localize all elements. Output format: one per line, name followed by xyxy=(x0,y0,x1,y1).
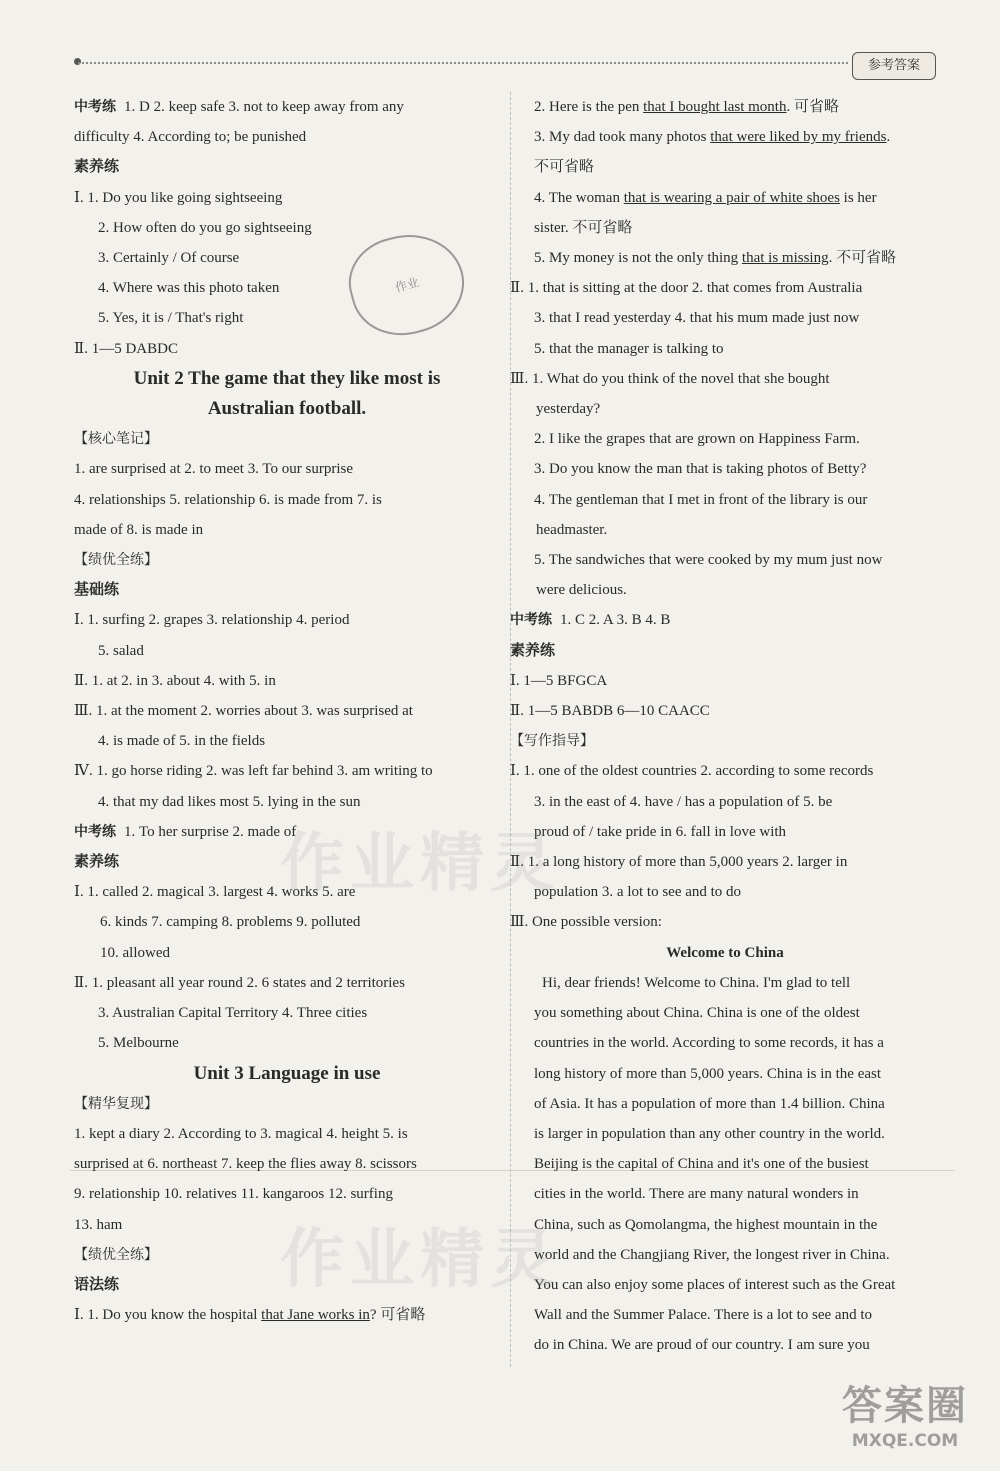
answer-line xyxy=(510,454,940,484)
underlined-clause: that I bought last month xyxy=(643,99,787,115)
line-text: Ⅰ. 1. one of the oldest countries 2. according to some records xyxy=(510,763,874,780)
line-text: . xyxy=(886,129,891,146)
line-text: 6. kinds 7. camping 8. problems 9. polluted xyxy=(100,914,361,931)
line-text: 5. that the manager is talking to xyxy=(534,340,724,357)
answer-line xyxy=(74,605,500,635)
answer-line xyxy=(74,92,500,122)
answer-line xyxy=(74,1028,500,1058)
answer-line xyxy=(510,183,940,213)
brand-watermark xyxy=(820,1382,990,1462)
section-label: 中考练 xyxy=(74,823,116,840)
answer-line xyxy=(510,364,940,394)
answer-line xyxy=(510,1059,940,1089)
line-text: Ⅲ. One possible version: xyxy=(510,914,662,931)
line-text: 1. kept a diary 2. According to 3. magical 4. height 5. is xyxy=(74,1125,408,1142)
answer-line xyxy=(74,1149,500,1179)
answer-line xyxy=(74,545,500,575)
answer-line xyxy=(510,1028,940,1058)
answer-line xyxy=(510,515,940,545)
line-text: 【绩优全练】 xyxy=(74,1246,158,1263)
line-text: long history of more than 5,000 years. China is in the east xyxy=(534,1065,882,1082)
answer-line xyxy=(74,696,500,726)
line-text: world and the Changjiang River, the longest river in China. xyxy=(534,1246,890,1263)
line-text: Ⅳ. 1. go horse riding 2. was left far behind 3. am writing to xyxy=(74,763,433,780)
line-text: Unit 2 The game that they like most is xyxy=(133,367,441,389)
answer-line xyxy=(510,968,940,998)
line-text: Ⅰ. 1. called 2. magical 3. largest 4. works 5. are xyxy=(74,884,356,901)
line-text: cities in the world. There are many natural wonders in xyxy=(534,1186,859,1203)
answer-line xyxy=(510,907,940,937)
line-text: Ⅱ. 1. that is sitting at the door 2. that comes from Australia xyxy=(510,280,863,297)
line-text: of Asia. It has a population of more than 1.4 billion. China xyxy=(534,1095,885,1112)
answer-line xyxy=(74,334,500,364)
answer-line xyxy=(74,1119,500,1149)
line-text: headmaster. xyxy=(536,521,608,538)
answer-line xyxy=(510,213,940,243)
line-text: Ⅱ. 1. at 2. in 3. about 4. with 5. in xyxy=(74,672,276,689)
answer-line xyxy=(74,938,500,968)
line-text: 素养练 xyxy=(74,854,120,871)
answer-line xyxy=(510,877,940,907)
line-text: is larger in population than any other country in the world. xyxy=(534,1125,885,1142)
answer-line xyxy=(510,1089,940,1119)
right-column xyxy=(510,92,940,1361)
answer-line xyxy=(74,183,500,213)
line-text: Ⅲ. 1. at the moment 2. worries about 3. was surprised at xyxy=(74,703,413,720)
line-text: 基础练 xyxy=(74,582,120,599)
answer-line xyxy=(74,998,500,1028)
line-text: 10. allowed xyxy=(100,944,170,961)
line-text: Beijing is the capital of China and it's one of the busiest xyxy=(534,1156,869,1173)
line-text: 3. My dad took many photos xyxy=(534,129,711,146)
line-text: yesterday? xyxy=(536,401,601,418)
answer-line xyxy=(510,152,940,182)
line-text: 3. in the east of 4. have / has a population of 5. be xyxy=(534,793,833,810)
answer-line xyxy=(510,726,940,756)
answer-line xyxy=(510,394,940,424)
line-text: 9. relationship 10. relatives 11. kangaroos 12. surfing xyxy=(74,1186,393,1203)
underlined-clause: that is missing xyxy=(741,250,829,267)
answer-line xyxy=(74,666,500,696)
line-text: Ⅲ. 1. What do you think of the novel that she bought xyxy=(510,370,830,387)
line-text: 5. Melbourne xyxy=(98,1035,179,1052)
line-text: 13. ham xyxy=(74,1216,123,1233)
line-text: 4. The gentleman that I met in front of the library is our xyxy=(534,491,868,508)
watermark: 作业精灵 xyxy=(280,1223,560,1297)
answer-line xyxy=(74,515,500,545)
section-label: 中考练 xyxy=(74,99,116,115)
line-text: . 不可省略 xyxy=(828,250,897,267)
line-text: difficulty 4. According to; be punished xyxy=(74,129,307,146)
line-text: Hi, dear friends! Welcome to China. I'm glad to tell xyxy=(542,974,851,991)
answer-line xyxy=(74,1059,500,1089)
answer-line xyxy=(510,1119,940,1149)
line-text: were delicious. xyxy=(536,582,627,599)
answer-line xyxy=(74,394,500,424)
answer-line xyxy=(510,92,940,122)
line-text: 【精华复现】 xyxy=(74,1095,158,1112)
answer-line xyxy=(74,1179,500,1209)
line-text: Ⅱ. 1—5 BABDB 6—10 CAACC xyxy=(510,703,710,720)
answer-line xyxy=(510,938,940,968)
answer-line xyxy=(74,213,500,243)
answer-line xyxy=(74,575,500,605)
answer-line xyxy=(74,122,500,152)
line-text: You can also enjoy some places of interest such as the Great xyxy=(534,1276,896,1293)
line-text: 4. Where was this photo taken xyxy=(98,280,280,297)
line-text: countries in the world. According to some records, it has a xyxy=(534,1035,884,1052)
stamp-label: 作业 xyxy=(393,275,421,295)
answer-line xyxy=(510,1270,940,1300)
answer-line xyxy=(74,364,500,394)
header-rule xyxy=(78,62,848,64)
answer-line xyxy=(510,817,940,847)
line-text: Wall and the Summer Palace. There is a lot to see and to xyxy=(534,1307,872,1324)
answer-line xyxy=(74,1300,500,1330)
line-text: Ⅰ. 1. Do you know the hospital xyxy=(74,1307,262,1324)
answer-line xyxy=(510,998,940,1028)
answer-line xyxy=(510,1179,940,1209)
answer-line xyxy=(510,545,940,575)
watermark: 作业精灵 xyxy=(280,827,560,901)
line-text: made of 8. is made in xyxy=(74,521,204,538)
line-text: 3. Certainly / Of course xyxy=(98,250,240,267)
answer-line xyxy=(74,424,500,454)
answer-line xyxy=(510,485,940,515)
line-text: Welcome to China xyxy=(666,944,784,961)
line-text: 3. Australian Capital Territory 4. Three cities xyxy=(98,1005,368,1022)
line-text: Ⅰ. 1—5 BFGCA xyxy=(510,672,608,689)
answer-line xyxy=(74,454,500,484)
line-text: 不可省略 xyxy=(534,159,595,176)
line-text: 【核心笔记】 xyxy=(74,431,158,448)
line-text: 【绩优全练】 xyxy=(74,552,158,569)
line-text: 4. The woman xyxy=(534,189,624,206)
line-text: 2. How often do you go sightseeing xyxy=(98,219,312,236)
line-text: . 可省略 xyxy=(786,99,839,115)
line-text: 4. relationships 5. relationship 6. is made from 7. is xyxy=(74,491,382,508)
brand-url: MXQE.COM xyxy=(851,1431,959,1451)
line-text: ? 可省略 xyxy=(369,1307,426,1324)
line-text: 2. Here is the pen xyxy=(534,99,644,115)
line-text: 2. I like the grapes that are grown on Happiness Farm. xyxy=(534,431,860,448)
answer-line xyxy=(74,756,500,786)
answer-line xyxy=(74,968,500,998)
answer-line xyxy=(510,666,940,696)
underlined-clause: that is wearing a pair of white shoes xyxy=(623,189,840,206)
line-text: 5. The sandwiches that were cooked by my mum just now xyxy=(534,552,883,569)
answer-line xyxy=(74,636,500,666)
line-text: Australian football. xyxy=(207,398,367,420)
line-text: Unit 3 Language in use xyxy=(193,1062,381,1084)
line-text: Ⅱ. 1. pleasant all year round 2. 6 states and 2 territories xyxy=(74,974,405,991)
answer-line xyxy=(510,1210,940,1240)
line-text: China, such as Qomolangma, the highest mountain in the xyxy=(534,1216,878,1233)
line-text: Ⅰ. 1. surfing 2. grapes 3. relationship 4. period xyxy=(74,612,350,629)
line-text: 1. To her surprise 2. made of xyxy=(124,823,297,840)
line-text: Ⅰ. 1. Do you like going sightseeing xyxy=(74,189,283,206)
answer-line xyxy=(510,1240,940,1270)
answer-line xyxy=(74,726,500,756)
answer-tag: 参考答案 xyxy=(852,52,936,80)
line-text: Ⅱ. 1. a long history of more than 5,000 years 2. larger in xyxy=(510,854,848,871)
line-text: 5. My money is not the only thing xyxy=(534,250,742,267)
answer-line xyxy=(510,1149,940,1179)
line-text: 1. D 2. keep safe 3. not to keep away from any xyxy=(124,99,404,115)
line-text: proud of / take pride in 6. fall in love with xyxy=(534,823,787,840)
answer-line xyxy=(74,1089,500,1119)
answer-line xyxy=(510,1330,940,1360)
line-text: 素养练 xyxy=(510,642,556,659)
answer-line xyxy=(510,575,940,605)
line-text: 素养练 xyxy=(74,159,120,176)
answer-line xyxy=(510,696,940,726)
line-text: 3. Do you know the man that is taking photos of Betty? xyxy=(534,461,867,478)
line-text: 3. that I read yesterday 4. that his mum made just now xyxy=(534,310,860,327)
line-text: 【写作指导】 xyxy=(510,733,594,750)
line-text: 1. C 2. A 3. B 4. B xyxy=(560,612,671,629)
answer-line xyxy=(510,273,940,303)
answer-line xyxy=(510,334,940,364)
answer-line xyxy=(510,847,940,877)
section-label: 中考练 xyxy=(510,612,552,629)
answer-line xyxy=(510,243,940,273)
brand-logo: 答案圈 xyxy=(842,1383,968,1429)
answer-line xyxy=(510,756,940,786)
answer-line xyxy=(74,485,500,515)
underlined-clause: that were liked by my friends xyxy=(710,129,887,146)
line-text: 语法练 xyxy=(74,1276,120,1293)
answer-line xyxy=(510,303,940,333)
line-text: 4. that my dad likes most 5. lying in the sun xyxy=(98,793,361,810)
answer-line xyxy=(510,122,940,152)
answer-line xyxy=(510,1300,940,1330)
line-text: do in China. We are proud of our country. I am sure you xyxy=(534,1337,870,1354)
underlined-clause: that Jane works in xyxy=(261,1307,370,1324)
line-text: is her xyxy=(839,189,877,206)
line-text: Ⅱ. 1—5 DABDC xyxy=(74,340,178,357)
line-text: you something about China. China is one of the oldest xyxy=(534,1005,860,1022)
answer-line xyxy=(74,907,500,937)
answer-line xyxy=(510,605,940,635)
line-text: 5. Yes, it is / That's right xyxy=(98,310,244,327)
answer-line xyxy=(74,152,500,182)
line-text: population 3. a lot to see and to do xyxy=(534,884,742,901)
line-text: surprised at 6. northeast 7. keep the flies away 8. scissors xyxy=(74,1156,417,1173)
line-text: 4. is made of 5. in the fields xyxy=(98,733,266,750)
line-text: sister. 不可省略 xyxy=(534,219,633,236)
answer-line xyxy=(510,424,940,454)
answer-line xyxy=(510,636,940,666)
line-text: 1. are surprised at 2. to meet 3. To our surprise xyxy=(74,461,354,478)
line-text: 5. salad xyxy=(98,642,144,659)
answer-line xyxy=(510,787,940,817)
